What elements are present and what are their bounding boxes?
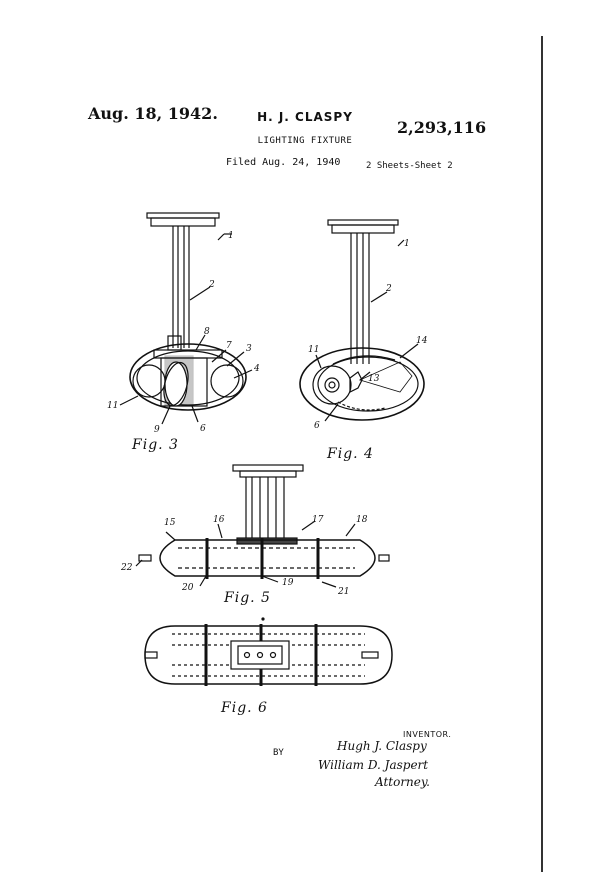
ref-label: 9 [154,425,160,435]
figure-5-drawing [120,465,389,597]
ref-label: 8 [204,327,210,337]
ref-label: 18 [356,515,368,525]
ref-label: 6 [200,424,206,434]
patent-title: LIGHTING FIXTURE [257,136,353,146]
ref-label: 20 [182,583,194,593]
ref-label: 7 [226,341,232,351]
ref-label: 1 [228,231,234,241]
ref-label: 1 [404,239,410,249]
ref-label: 4 [254,364,260,374]
ref-label: 11 [107,401,119,411]
ref-label: 6 [314,421,320,431]
ref-label: 22 [121,563,133,573]
ref-label: 2 [386,284,392,294]
figure-3-drawing [107,213,260,435]
ref-label: 14 [416,336,428,346]
ref-label: 19 [282,578,294,588]
by-label: BY [273,748,284,758]
ref-label: 2 [209,280,215,290]
filed-date: Filed Aug. 24, 1940 [226,157,341,168]
ref-label: 15 [164,518,176,528]
issue-date: Aug. 18, 1942. [88,104,218,123]
ref-label: 21 [338,587,350,597]
ref-label: 16 [213,515,225,525]
figure-4-label: Fig. 4 [327,446,374,462]
patent-number: 2,293,116 [397,118,487,137]
inventor-name: H. J. CLASPY [257,110,353,124]
inventor-signature: Hugh J. Claspy [337,739,427,753]
attorney-signature: William D. Jaspert [318,758,429,772]
sheet-count: 2 Sheets-Sheet 2 [366,161,453,171]
ref-label: 17 [312,515,324,525]
attorney-title: Attorney. [375,775,430,789]
figure-6-drawing [145,618,392,686]
figure-3-label: Fig. 3 [132,437,179,453]
ref-label: 13 [368,374,380,384]
figure-6-label: Fig. 6 [221,700,268,716]
inventor-heading: INVENTOR. [403,730,452,739]
figure-4-drawing [300,220,428,431]
ref-label: 3 [246,344,252,354]
figure-5-label: Fig. 5 [224,590,271,606]
ref-label: 11 [308,345,320,355]
